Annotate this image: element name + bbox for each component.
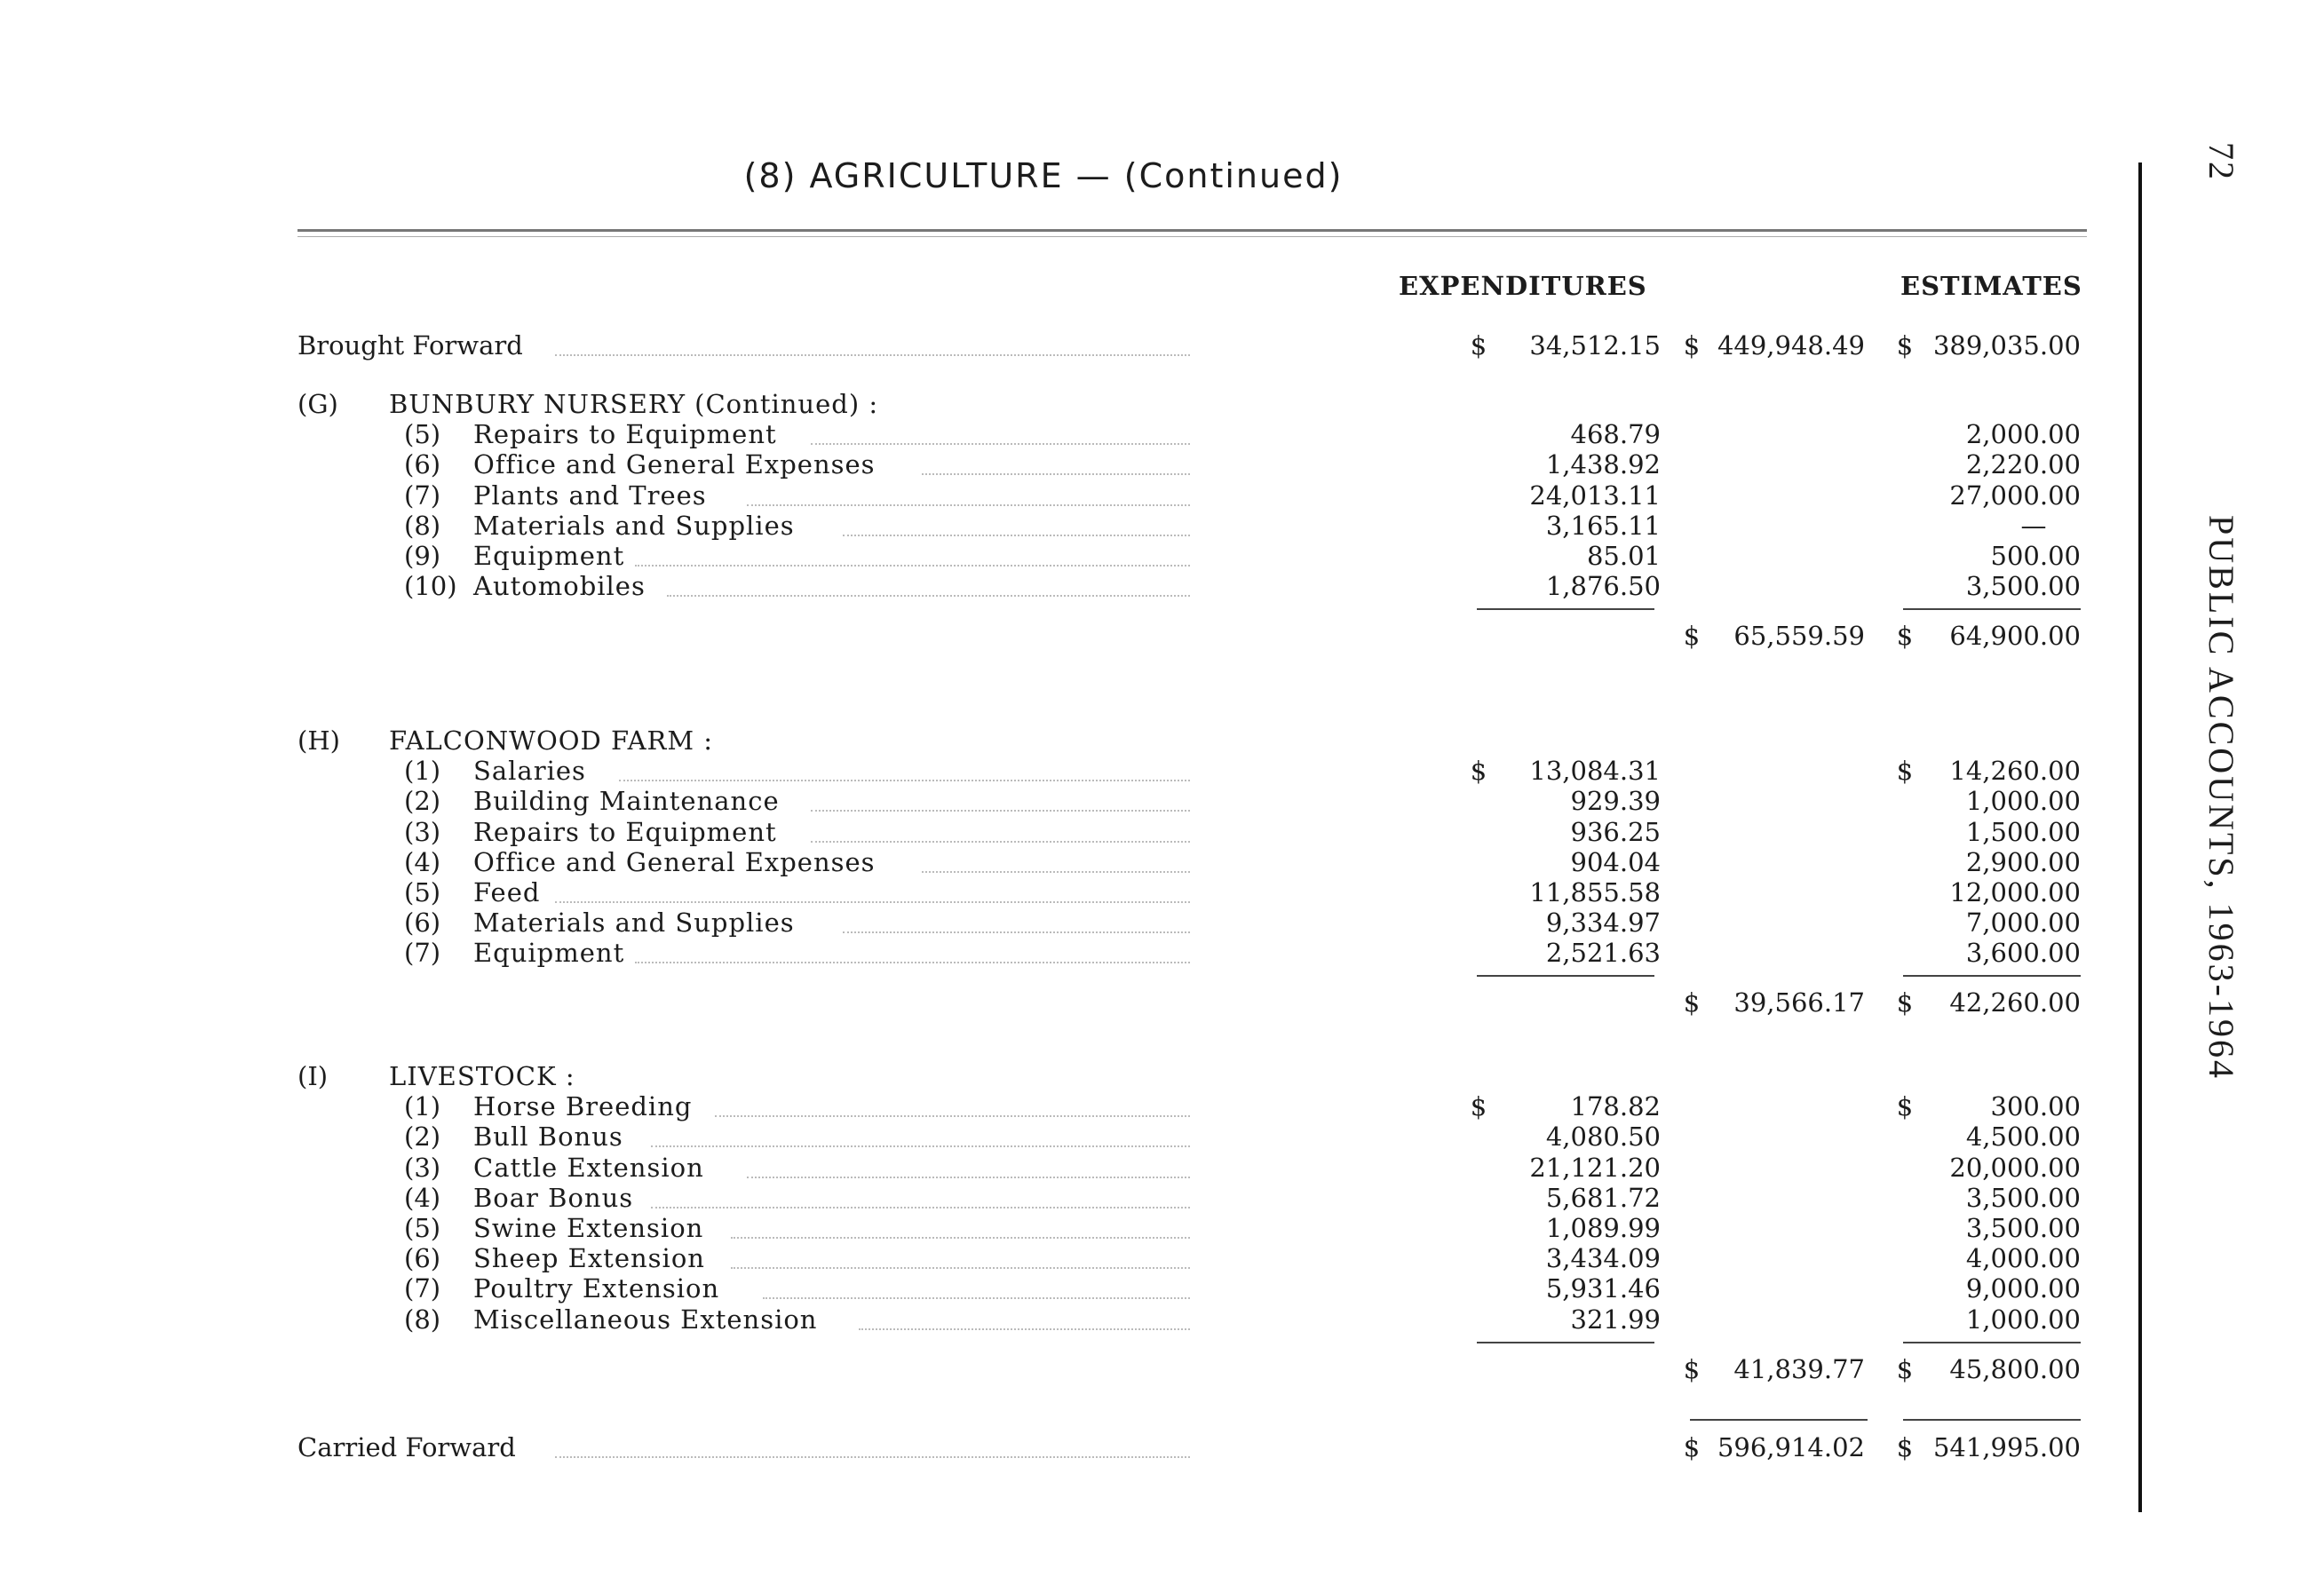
section-total-expenditure: 65,559.59	[1733, 621, 1865, 651]
item-name: Miscellaneous Extension	[473, 1304, 818, 1335]
header-rule	[297, 229, 2087, 232]
brought-forward-label: Brought Forward	[297, 330, 523, 361]
item-name: Repairs to Equipment	[473, 817, 777, 847]
table-row	[0, 1091, 2131, 1121]
currency-symbol: $	[1683, 621, 1701, 651]
item-number: (8)	[404, 1304, 441, 1335]
item-name: Plants and Trees	[473, 480, 707, 511]
currency-symbol: $	[1896, 987, 1914, 1018]
item-number: (5)	[404, 419, 441, 449]
section-total-estimate: 45,800.00	[1949, 1354, 2081, 1384]
item-name: Building Maintenance	[473, 786, 780, 816]
leader-dots	[747, 1177, 1190, 1178]
item-expenditure: 3,165.11	[1545, 511, 1661, 541]
currency-symbol: $	[1470, 330, 1487, 361]
currency-symbol: $	[1896, 1091, 1914, 1121]
carried-forward-subtotal: 596,914.02	[1717, 1432, 1865, 1462]
currency-symbol: $	[1683, 1354, 1701, 1384]
item-number: (5)	[404, 877, 441, 907]
item-number: (2)	[404, 1121, 441, 1152]
item-estimate: 4,500.00	[1965, 1121, 2081, 1152]
table-row	[0, 877, 2131, 907]
section-total-expenditure: 39,566.17	[1733, 987, 1865, 1018]
subtotal-rule-expenditure	[1477, 1342, 1654, 1343]
item-estimate: 3,500.00	[1965, 1213, 2081, 1243]
leader-dots	[922, 871, 1190, 873]
currency-symbol: $	[1896, 1354, 1914, 1384]
item-name: Sheep Extension	[473, 1243, 705, 1273]
item-estimate: 27,000.00	[1949, 480, 2081, 511]
leader-dots	[635, 565, 1190, 567]
section-header-row	[0, 1061, 2131, 1091]
item-estimate: 3,500.00	[1965, 1183, 2081, 1213]
item-number: (5)	[404, 1213, 441, 1243]
section-total-row	[0, 987, 2131, 1018]
section-total-row	[0, 1354, 2131, 1384]
item-estimate: —	[2020, 511, 2047, 541]
table-row	[0, 786, 2131, 816]
table-row	[0, 419, 2131, 449]
leader-dots	[731, 1267, 1190, 1269]
table-row	[0, 907, 2131, 938]
table-row	[0, 847, 2131, 877]
section-name: LIVESTOCK :	[389, 1061, 575, 1091]
item-name: Boar Bonus	[473, 1183, 634, 1213]
item-expenditure: 4,080.50	[1545, 1121, 1661, 1152]
expenditures-heading: EXPENDITURES	[1399, 271, 1647, 301]
item-expenditure: 85.01	[1586, 541, 1661, 571]
carried-forward-estimate: 541,995.00	[1932, 1432, 2081, 1462]
item-number: (6)	[404, 907, 441, 938]
item-estimate: 9,000.00	[1965, 1273, 2081, 1304]
section-header-row	[0, 389, 2131, 419]
leader-dots	[667, 595, 1190, 597]
brought-forward-expenditure: 34,512.15	[1529, 330, 1661, 361]
item-number: (7)	[404, 480, 441, 511]
item-expenditure: 468.79	[1570, 419, 1661, 449]
item-name: Cattle Extension	[473, 1153, 704, 1183]
item-name: Feed	[473, 877, 541, 907]
leader-dots	[635, 962, 1190, 963]
table-row	[0, 1183, 2131, 1213]
item-expenditure: 13,084.31	[1529, 756, 1661, 786]
section-code: (I)	[297, 1061, 329, 1091]
table-row	[0, 1304, 2131, 1335]
table-row	[0, 1153, 2131, 1183]
item-name: Office and General Expenses	[473, 449, 876, 479]
item-expenditure: 2,521.63	[1545, 938, 1661, 968]
item-estimate: 1,000.00	[1965, 1304, 2081, 1335]
item-estimate: 20,000.00	[1949, 1153, 2081, 1183]
leader-dots	[651, 1145, 1190, 1147]
item-number: (4)	[404, 847, 441, 877]
leader-dots	[859, 1328, 1190, 1330]
leader-dots	[843, 931, 1190, 933]
item-number: (3)	[404, 817, 441, 847]
currency-symbol: $	[1896, 330, 1914, 361]
item-estimate: 7,000.00	[1965, 907, 2081, 938]
subtotal-rule-estimate	[1903, 1342, 2081, 1343]
item-expenditure: 1,876.50	[1545, 571, 1661, 601]
item-expenditure: 321.99	[1570, 1304, 1661, 1335]
section-total-row	[0, 621, 2131, 651]
item-expenditure: 1,438.92	[1545, 449, 1661, 479]
table-row	[0, 449, 2131, 479]
side-header	[2180, 142, 2260, 1385]
item-expenditure: 904.04	[1570, 847, 1661, 877]
item-expenditure: 936.25	[1570, 817, 1661, 847]
section-name: FALCONWOOD FARM :	[389, 725, 714, 756]
carried-forward-row	[0, 1432, 2131, 1462]
item-name: Equipment	[473, 938, 625, 968]
leader-dots	[811, 841, 1190, 843]
leader-dots	[555, 1456, 1190, 1458]
item-number: (9)	[404, 541, 441, 571]
item-number: (3)	[404, 1153, 441, 1183]
table-row	[0, 1273, 2131, 1304]
table-row	[0, 817, 2131, 847]
leader-dots	[651, 1207, 1190, 1209]
table-row	[0, 541, 2131, 571]
item-expenditure: 5,681.72	[1545, 1183, 1661, 1213]
section-code: (H)	[297, 725, 340, 756]
currency-symbol: $	[1683, 330, 1701, 361]
table-row	[0, 480, 2131, 511]
item-estimate: 1,500.00	[1965, 817, 2081, 847]
leader-dots	[715, 1115, 1190, 1117]
item-number: (8)	[404, 511, 441, 541]
item-expenditure: 929.39	[1570, 786, 1661, 816]
item-name: Swine Extension	[473, 1213, 704, 1243]
item-expenditure: 21,121.20	[1529, 1153, 1661, 1183]
carried-forward-label: Carried Forward	[297, 1432, 516, 1462]
subtotal-rule-expenditure	[1477, 975, 1654, 977]
table-row	[0, 1121, 2131, 1152]
section-total-estimate: 42,260.00	[1949, 987, 2081, 1018]
leader-dots	[922, 473, 1190, 475]
table-row	[0, 938, 2131, 968]
leader-dots	[555, 354, 1190, 356]
leader-dots	[555, 901, 1190, 903]
leader-dots	[843, 535, 1190, 536]
currency-symbol: $	[1896, 1432, 1914, 1462]
currency-symbol: $	[1683, 1432, 1701, 1462]
item-number: (1)	[404, 756, 441, 786]
item-expenditure: 1,089.99	[1545, 1213, 1661, 1243]
leader-dots	[811, 443, 1190, 445]
item-name: Automobiles	[473, 571, 646, 601]
item-name: Poultry Extension	[473, 1273, 720, 1304]
item-number: (6)	[404, 449, 441, 479]
item-number: (4)	[404, 1183, 441, 1213]
carry-rule-estimate	[1903, 1419, 2081, 1421]
leader-dots	[763, 1297, 1190, 1299]
item-expenditure: 5,931.46	[1545, 1273, 1661, 1304]
item-estimate: 500.00	[1990, 541, 2081, 571]
estimates-heading: ESTIMATES	[1900, 271, 2082, 301]
item-expenditure: 3,434.09	[1545, 1243, 1661, 1273]
item-expenditure: 178.82	[1570, 1091, 1661, 1121]
page-number: 72	[2201, 142, 2241, 181]
section-header-row	[0, 725, 2131, 756]
item-number: (10)	[404, 571, 457, 601]
item-estimate: 14,260.00	[1949, 756, 2081, 786]
table-row	[0, 571, 2131, 601]
item-number: (1)	[404, 1091, 441, 1121]
item-expenditure: 11,855.58	[1529, 877, 1661, 907]
brought-forward-estimate: 389,035.00	[1932, 330, 2081, 361]
item-estimate: 12,000.00	[1949, 877, 2081, 907]
item-number: (7)	[404, 938, 441, 968]
leader-dots	[747, 504, 1190, 506]
item-name: Repairs to Equipment	[473, 419, 777, 449]
leader-dots	[811, 810, 1190, 812]
item-estimate: 300.00	[1990, 1091, 2081, 1121]
item-name: Salaries	[473, 756, 586, 786]
item-name: Equipment	[473, 541, 625, 571]
item-name: Bull Bonus	[473, 1121, 623, 1152]
brought-forward-subtotal: 449,948.49	[1717, 330, 1865, 361]
subtotal-rule-expenditure	[1477, 608, 1654, 610]
carry-rule-subtotal	[1690, 1419, 1868, 1421]
item-number: (6)	[404, 1243, 441, 1273]
item-estimate: 2,220.00	[1965, 449, 2081, 479]
section-total-estimate: 64,900.00	[1949, 621, 2081, 651]
page-title: (8) AGRICULTURE — (Continued)	[743, 156, 1344, 195]
item-estimate: 3,600.00	[1965, 938, 2081, 968]
item-estimate: 3,500.00	[1965, 571, 2081, 601]
currency-symbol: $	[1470, 1091, 1487, 1121]
section-name: BUNBURY NURSERY (Continued) :	[389, 389, 879, 419]
table-row	[0, 1213, 2131, 1243]
section-code: (G)	[297, 389, 338, 419]
table-row	[0, 511, 2131, 541]
leader-dots	[731, 1237, 1190, 1239]
currency-symbol: $	[1896, 621, 1914, 651]
subtotal-rule-estimate	[1903, 608, 2081, 610]
section-total-expenditure: 41,839.77	[1733, 1354, 1865, 1384]
item-name: Horse Breeding	[473, 1091, 693, 1121]
currency-symbol: $	[1470, 756, 1487, 786]
item-name: Office and General Expenses	[473, 847, 876, 877]
subtotal-rule-estimate	[1903, 975, 2081, 977]
currency-symbol: $	[1683, 987, 1701, 1018]
brought-forward-row	[0, 330, 2131, 361]
item-expenditure: 9,334.97	[1545, 907, 1661, 938]
header-rule-thin	[297, 236, 2087, 237]
item-estimate: 2,000.00	[1965, 419, 2081, 449]
item-estimate: 4,000.00	[1965, 1243, 2081, 1273]
item-number: (7)	[404, 1273, 441, 1304]
table-row	[0, 1243, 2131, 1273]
margin-bar	[2138, 162, 2142, 1512]
leader-dots	[619, 780, 1190, 781]
table-row	[0, 756, 2131, 786]
item-estimate: 2,900.00	[1965, 847, 2081, 877]
item-expenditure: 24,013.11	[1529, 480, 1661, 511]
item-number: (2)	[404, 786, 441, 816]
publication-title: PUBLIC ACCOUNTS, 1963-1964	[2201, 515, 2241, 1081]
item-name: Materials and Supplies	[473, 907, 795, 938]
item-name: Materials and Supplies	[473, 511, 795, 541]
item-estimate: 1,000.00	[1965, 786, 2081, 816]
currency-symbol: $	[1896, 756, 1914, 786]
